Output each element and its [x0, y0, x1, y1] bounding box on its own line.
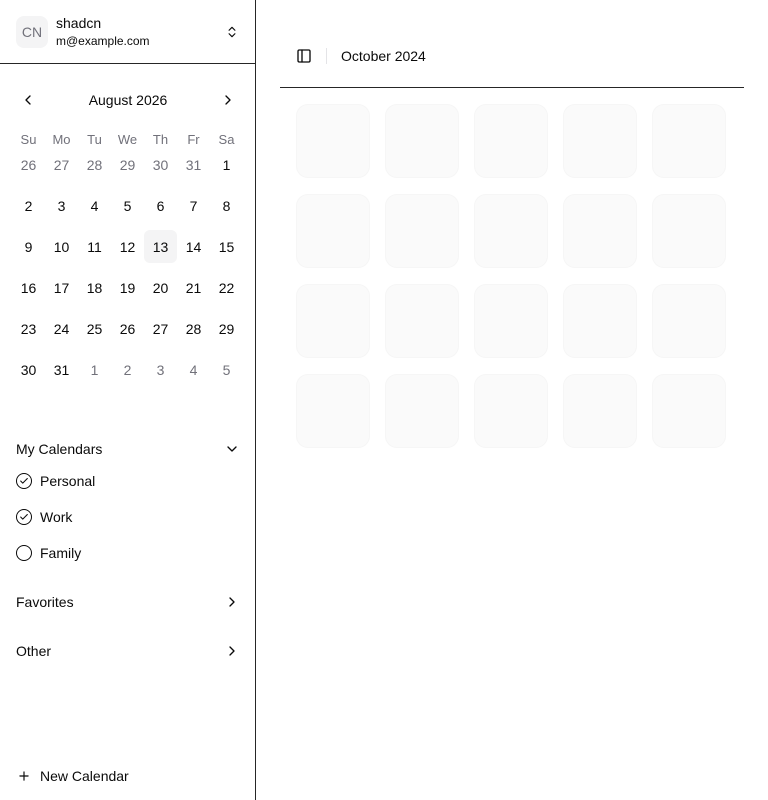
- sidebar-toggle-button[interactable]: [290, 42, 318, 70]
- day-cell[interactable]: 27: [53, 156, 70, 173]
- header-divider: [326, 48, 327, 64]
- day-cell[interactable]: 14: [185, 238, 202, 255]
- day-cell[interactable]: 24: [53, 320, 70, 337]
- day-cell[interactable]: 3: [156, 361, 165, 378]
- placeholder-tile: [652, 104, 726, 178]
- calendar-item-family[interactable]: [8, 539, 248, 567]
- day-cell[interactable]: 26: [20, 156, 37, 173]
- placeholder-tile: [652, 284, 726, 358]
- placeholder-tile: [474, 194, 548, 268]
- calendar-item-label: Family: [40, 545, 82, 561]
- chevron-down-icon: [224, 441, 240, 457]
- group-label: My Calendars: [16, 441, 103, 457]
- calendar-item-personal[interactable]: [8, 467, 248, 495]
- new-calendar-button[interactable]: [8, 760, 248, 792]
- chevron-right-icon: [220, 92, 236, 108]
- placeholder-tile: [385, 194, 459, 268]
- weekday-label: We: [117, 132, 138, 147]
- group-label: Other: [16, 643, 52, 659]
- placeholder-tile: [474, 374, 548, 448]
- chevron-right-icon: [224, 594, 240, 610]
- day-cell[interactable]: 31: [53, 361, 70, 378]
- day-cell[interactable]: 5: [222, 361, 231, 378]
- day-cell[interactable]: 10: [53, 238, 70, 255]
- panel-left-icon: [296, 48, 312, 64]
- placeholder-tile: [296, 284, 370, 358]
- placeholder-tile: [385, 374, 459, 448]
- weekday-label: Sa: [218, 132, 235, 147]
- calendar-item-work[interactable]: [8, 503, 248, 531]
- weekday-label: Tu: [87, 132, 102, 147]
- new-calendar-label: New Calendar: [40, 768, 129, 784]
- other-toggle[interactable]: [8, 635, 248, 667]
- sidebar-divider: [0, 63, 256, 64]
- placeholder-tile: [563, 284, 637, 358]
- placeholder-tile: [296, 194, 370, 268]
- date-picker: [12, 80, 244, 394]
- day-cell[interactable]: 23: [20, 320, 37, 337]
- placeholder-tile: [474, 104, 548, 178]
- placeholder-grid: [296, 104, 726, 448]
- day-cell[interactable]: 2: [123, 361, 132, 378]
- day-cell[interactable]: 7: [189, 197, 198, 214]
- day-cell[interactable]: 2: [24, 197, 33, 214]
- day-cell[interactable]: 3: [57, 197, 66, 214]
- day-cell[interactable]: 4: [90, 197, 99, 214]
- page-title: October 2024: [341, 47, 426, 64]
- weekday-label: Fr: [187, 132, 200, 147]
- user-email: m@example.com: [56, 34, 150, 49]
- day-cell[interactable]: 17: [53, 279, 70, 296]
- chevron-right-icon: [224, 643, 240, 659]
- day-cell-today[interactable]: 13: [144, 230, 177, 263]
- my-calendars-toggle[interactable]: [8, 433, 248, 465]
- day-cell[interactable]: 18: [86, 279, 103, 296]
- weekday-label: Su: [20, 132, 37, 147]
- day-cell[interactable]: 27: [152, 320, 169, 337]
- avatar: CN: [16, 16, 48, 48]
- day-cell[interactable]: 6: [156, 197, 165, 214]
- placeholder-tile: [385, 104, 459, 178]
- day-cell[interactable]: 1: [90, 361, 99, 378]
- group-label: Favorites: [16, 594, 74, 610]
- placeholder-tile: [296, 374, 370, 448]
- day-cell[interactable]: 31: [185, 156, 202, 173]
- chevrons-up-down-icon: [224, 24, 240, 40]
- main-content: [256, 0, 768, 800]
- placeholder-tile: [474, 284, 548, 358]
- day-cell[interactable]: 12: [119, 238, 136, 255]
- day-cell[interactable]: 5: [123, 197, 132, 214]
- day-cell[interactable]: 25: [86, 320, 103, 337]
- day-cell[interactable]: 28: [86, 156, 103, 173]
- day-cell[interactable]: 16: [20, 279, 37, 296]
- favorites-toggle[interactable]: [8, 586, 248, 618]
- placeholder-tile: [652, 194, 726, 268]
- day-cell[interactable]: 30: [20, 361, 37, 378]
- day-cell[interactable]: 30: [152, 156, 169, 173]
- sidebar: [0, 0, 256, 800]
- unchecked-circle-icon: [16, 545, 32, 561]
- page-header: [280, 24, 744, 88]
- month-nav: [12, 80, 244, 120]
- day-cell[interactable]: 29: [119, 156, 136, 173]
- placeholder-tile: [563, 104, 637, 178]
- day-cell[interactable]: 19: [119, 279, 136, 296]
- day-cell[interactable]: 20: [152, 279, 169, 296]
- user-name: shadcn: [56, 15, 102, 32]
- placeholder-tile: [652, 374, 726, 448]
- placeholder-tile: [296, 104, 370, 178]
- day-cell[interactable]: 11: [87, 238, 102, 255]
- day-cell[interactable]: 26: [119, 320, 136, 337]
- next-month-button[interactable]: [214, 86, 242, 114]
- user-switcher[interactable]: [8, 8, 248, 56]
- day-grid: [12, 148, 244, 394]
- previous-month-button[interactable]: [14, 86, 42, 114]
- plus-icon: [16, 768, 32, 784]
- day-cell[interactable]: 21: [185, 279, 202, 296]
- placeholder-tile: [385, 284, 459, 358]
- calendar-item-label: Personal: [40, 473, 96, 489]
- month-label: August 2026: [88, 92, 168, 108]
- check-icon: [16, 509, 32, 525]
- user-info: [56, 15, 224, 48]
- chevron-left-icon: [20, 92, 36, 108]
- weekday-label: Th: [152, 132, 169, 147]
- day-cell[interactable]: 1: [222, 156, 231, 173]
- weekday-label: Mo: [52, 132, 71, 147]
- placeholder-tile: [563, 194, 637, 268]
- calendar-item-label: Work: [40, 509, 73, 525]
- day-cell[interactable]: 22: [218, 279, 235, 296]
- day-cell[interactable]: 9: [24, 238, 33, 255]
- day-cell[interactable]: 15: [218, 238, 235, 255]
- day-cell[interactable]: 8: [222, 197, 231, 214]
- day-cell[interactable]: 28: [185, 320, 202, 337]
- day-cell[interactable]: 29: [218, 320, 235, 337]
- placeholder-tile: [563, 374, 637, 448]
- check-icon: [16, 473, 32, 489]
- day-cell[interactable]: 4: [189, 361, 198, 378]
